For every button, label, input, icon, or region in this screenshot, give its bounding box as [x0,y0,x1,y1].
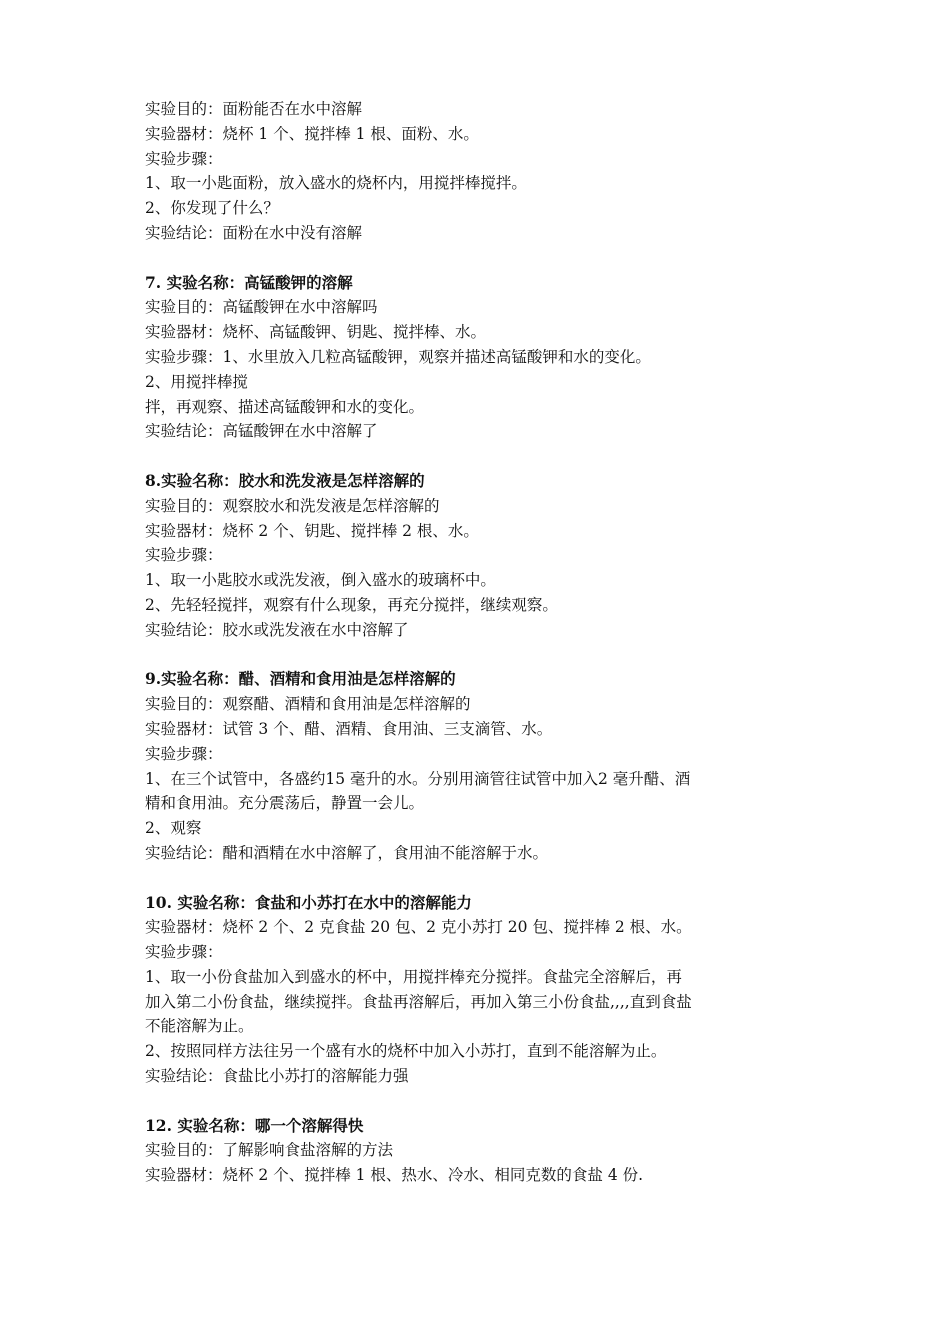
section-heading: 7. 实验名称：高锰酸钾的溶解 [145,272,353,292]
text-line: 实验器材：烧杯 2 个、2 克食盐 20 包、2 克小苏打 20 包、搅拌棒 2 根、水。 [145,918,692,937]
text-line: 实验器材：烧杯 2 个、搅拌棒 1 根、热水、冷水、相同克数的食盐 4 份. [145,1166,644,1185]
text-line: 实验结论：食盐比小苏打的溶解能力强 [145,1067,409,1086]
text-line: 实验目的：观察醋、酒精和食用油是怎样溶解的 [145,695,471,714]
section-heading: 10. 实验名称：食盐和小苏打在水中的溶解能力 [145,892,472,912]
section-spacer [145,643,815,668]
text-line: 不能溶解为止。 [145,1017,254,1036]
section-spacer [145,866,815,891]
text-line: 实验结论：面粉在水中没有溶解 [145,223,363,242]
text-line: 实验目的：高锰酸钾在水中溶解吗 [145,298,378,317]
document-body [145,97,815,1188]
section-spacer [145,1089,815,1114]
experiment-section [145,1114,815,1188]
text-line: 1、取一小匙胶水或洗发液，倒入盛水的玻璃杯中。 [145,571,496,590]
text-line: 实验器材：烧杯、高锰酸钾、钥匙、搅拌棒、水。 [145,323,487,342]
section-spacer [145,444,815,469]
text-line: 实验步骤：1、水里放入几粒高锰酸钾，观察并描述高锰酸钾和水的变化。 [145,347,651,366]
text-line: 实验结论：醋和酒精在水中溶解了，食用油不能溶解于水。 [145,843,549,862]
text-line: 实验步骤： [145,546,223,565]
text-line: 精和食用油。充分震荡后，静置一会儿。 [145,794,425,813]
experiment-section [145,97,815,246]
text-line: 实验步骤： [145,943,223,962]
text-line: 2、先轻轻搅拌，观察有什么现象，再充分搅拌，继续观察。 [145,595,558,614]
text-line: 实验目的：了解影响食盐溶解的方法 [145,1141,394,1160]
text-line: 实验器材：试管 3 个、醋、酒精、食用油、三支滴管、水。 [145,719,553,738]
text-line: 1、取一小匙面粉，放入盛水的烧杯内，用搅拌棒搅拌。 [145,174,527,193]
text-line: 加入第二小份食盐，继续搅拌。食盐再溶解后，再加入第三小份食盐,,,,直到食盐 [145,992,692,1011]
text-line: 实验目的：观察胶水和洗发液是怎样溶解的 [145,496,440,515]
text-line: 实验步骤： [145,744,223,763]
text-line: 拌，再观察、描述高锰酸钾和水的变化。 [145,397,425,416]
text-line: 2、你发现了什么？ [145,199,279,218]
text-line: 实验器材：烧杯 1 个、搅拌棒 1 根、面粉、水。 [145,124,479,143]
experiment-section [145,891,815,1089]
text-line: 2、观察 [145,819,202,838]
text-line: 实验步骤： [145,149,223,168]
section-spacer [145,246,815,271]
text-line: 实验结论：胶水或洗发液在水中溶解了 [145,620,409,639]
text-line: 1、在三个试管中，各盛约15 毫升的水。分别用滴管往试管中加入2 毫升醋、酒 [145,769,691,788]
text-line: 实验目的：面粉能否在水中溶解 [145,100,363,118]
experiment-section [145,271,815,445]
experiment-section [145,667,815,865]
experiment-section [145,469,815,643]
section-heading: 8.实验名称：胶水和洗发液是怎样溶解的 [145,470,425,490]
section-heading: 9.实验名称：醋、酒精和食用油是怎样溶解的 [145,669,456,689]
text-line: 1、取一小份食盐加入到盛水的杯中，用搅拌棒充分搅拌。食盐完全溶解后，再 [145,967,682,986]
text-line: 2、按照同样方法往另一个盛有水的烧杯中加入小苏打，直到不能溶解为止。 [145,1042,667,1061]
text-line: 2、用搅拌棒搅 [145,372,248,391]
section-heading: 12. 实验名称：哪一个溶解得快 [145,1115,364,1135]
text-line: 实验器材：烧杯 2 个、钥匙、搅拌棒 2 根、水。 [145,521,479,540]
text-line: 实验结论：高锰酸钾在水中溶解了 [145,422,378,441]
